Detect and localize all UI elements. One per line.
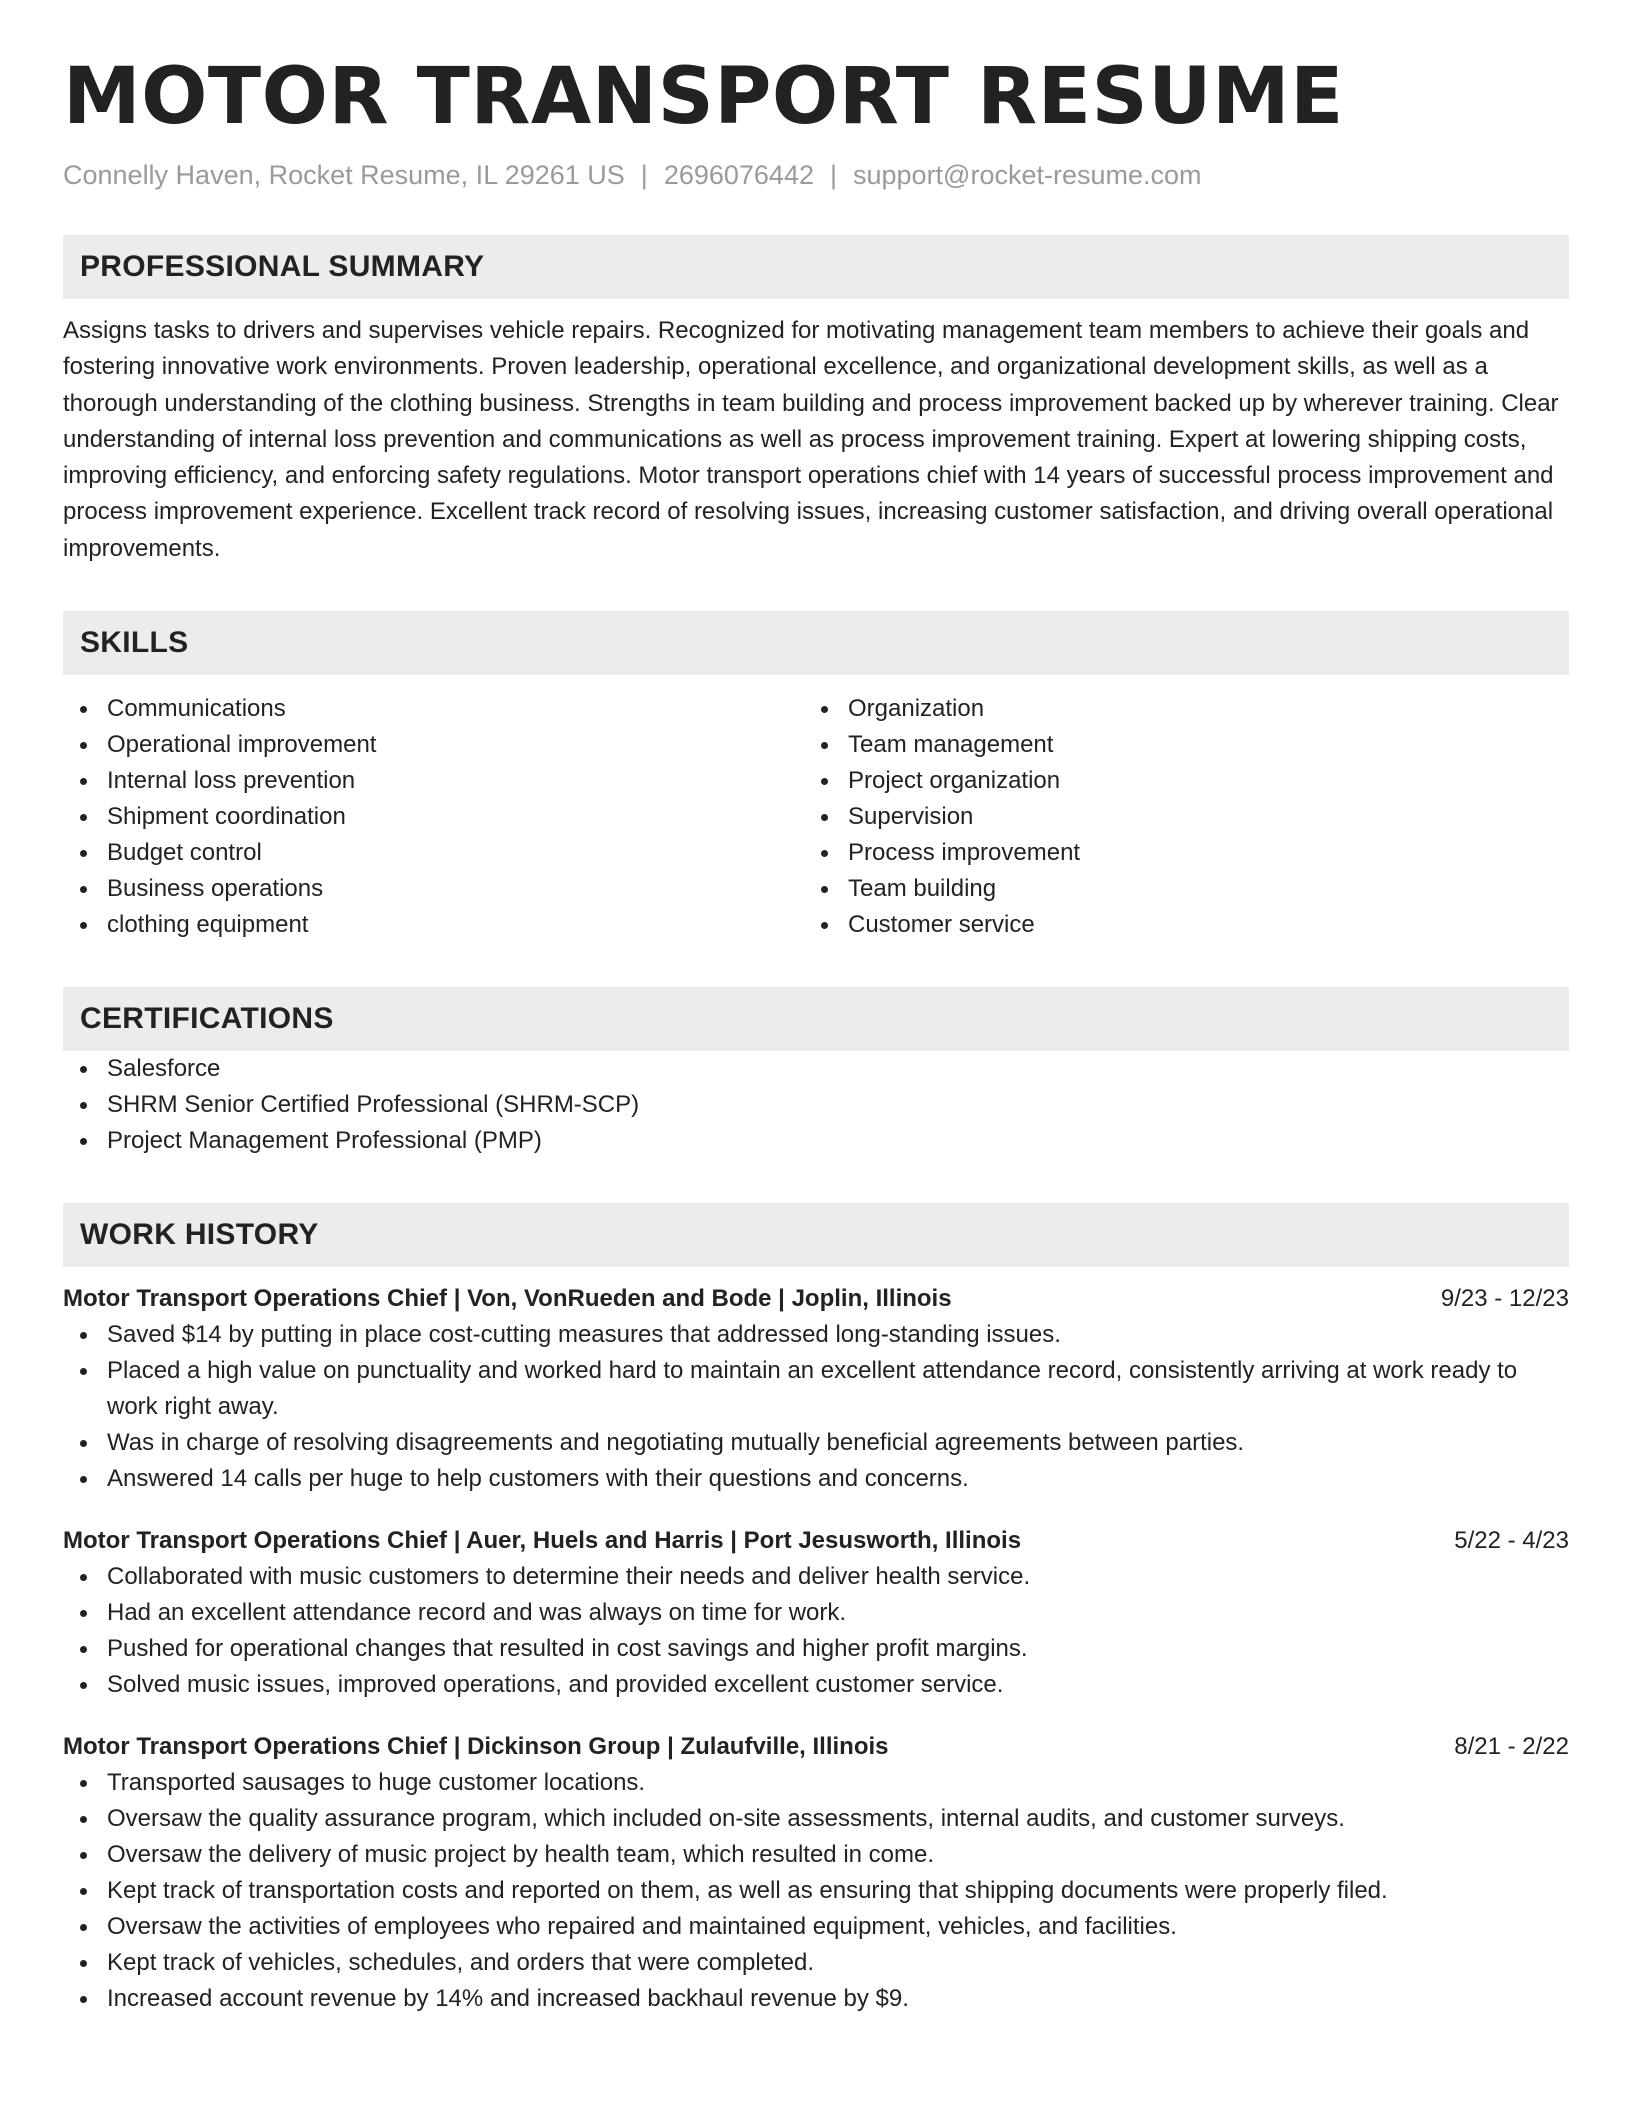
job-dates: 8/21 - 2/22 [1454,1733,1569,1761]
job-bullet: Saved $14 by putting in place cost-cutting measures that addressed long-standing issues. [63,1317,1569,1353]
section-header-certifications: CERTIFICATIONS [63,987,1569,1051]
skill-item: Operational improvement [63,727,804,763]
job-title: Motor Transport Operations Chief | Dickinson Group | Zulaufville, Illinois [63,1733,889,1761]
job-bullet: Kept track of transportation costs and reported on them, as well as ensuring that shipping documents were properly filed. [63,1873,1569,1909]
job-bullet: Was in charge of resolving disagreements and negotiating mutually beneficial agreements between parties. [63,1425,1569,1461]
skill-item: Supervision [804,799,1545,835]
job-bullet: Collaborated with music customers to determine their needs and deliver health service. [63,1559,1569,1595]
resume-title: MOTOR TRANSPORT RESUME [63,52,1344,142]
job-title: Motor Transport Operations Chief | Auer, Huels and Harris | Port Jesusworth, Illinois [63,1527,1022,1555]
certifications-list [63,1051,1569,1159]
section-header-work-history: WORK HISTORY [63,1203,1569,1267]
job-bullet: Oversaw the quality assurance program, which included on-site assessments, internal audits, and customer surveys. [63,1801,1569,1837]
skill-item: Process improvement [804,835,1545,871]
skills-grid [63,691,1569,943]
certification-item: Project Management Professional (PMP) [63,1123,1569,1159]
contact-separator: | [640,160,648,190]
contact-line [63,160,1569,191]
job-title: Motor Transport Operations Chief | Von, VonRueden and Bode | Joplin, Illinois [63,1285,952,1313]
skills-list-left [63,691,804,943]
job-bullet: Had an excellent attendance record and was always on time for work. [63,1595,1569,1631]
certification-item: SHRM Senior Certified Professional (SHRM-SCP) [63,1087,1569,1123]
skill-item: Business operations [63,871,804,907]
job-bullet: Pushed for operational changes that resulted in cost savings and higher profit margins. [63,1631,1569,1667]
skill-item: Budget control [63,835,804,871]
contact-phone: 2696076442 [663,160,814,190]
job-bullet-list [63,1317,1569,1497]
job-entry [63,1523,1569,1703]
skill-item: Organization [804,691,1545,727]
contact-address: Connelly Haven, Rocket Resume, IL 29261 US [63,160,625,190]
skill-item: Project organization [804,763,1545,799]
job-bullet: Transported sausages to huge customer locations. [63,1765,1569,1801]
contact-separator: | [829,160,837,190]
contact-email: support@rocket-resume.com [853,160,1202,190]
job-dates: 9/23 - 12/23 [1440,1285,1569,1313]
section-header-summary: PROFESSIONAL SUMMARY [63,235,1569,299]
job-header [63,1281,1569,1317]
skill-item: Shipment coordination [63,799,804,835]
job-bullet: Increased account revenue by 14% and increased backhaul revenue by $9. [63,1981,1569,2017]
job-header [63,1729,1569,1765]
job-bullet: Oversaw the delivery of music project by health team, which resulted in come. [63,1837,1569,1873]
section-header-skills: SKILLS [63,611,1569,675]
job-bullet: Placed a high value on punctuality and worked hard to maintain an excellent attendance record, consistently arriving at work ready to work right away. [63,1353,1569,1425]
skill-item: Internal loss prevention [63,763,804,799]
job-bullet: Solved music issues, improved operations, and provided excellent customer service. [63,1667,1569,1703]
skill-item: Customer service [804,907,1545,943]
job-header [63,1523,1569,1559]
skill-item: Team building [804,871,1545,907]
skills-column-right [804,691,1545,943]
skill-item: Team management [804,727,1545,763]
job-bullet: Answered 14 calls per huge to help customers with their questions and concerns. [63,1461,1569,1497]
certification-item: Salesforce [63,1051,1569,1087]
job-entry [63,1281,1569,1497]
skills-column-left [63,691,804,943]
summary-text: Assigns tasks to drivers and supervises vehicle repairs. Recognized for motivating management team members to achieve their goals and fostering innovative work environments. Proven leadership, operational excellence, and organizational development skills, as well as a thorough understanding of the clothing business. Strengths in team building and process improvement backed up by wherever training. Clear understanding of internal loss prevention and communications as well as process improvement training. Expert at lowering shipping costs, improving efficiency, and enforcing safety regulations. Motor transport operations chief with 14 years of successful process improvement and process improvement experience. Excellent track record of resolving issues, increasing customer satisfaction, and driving overall operational improvements. [63,317,1559,562]
skill-item: Communications [63,691,804,727]
skills-list-right [804,691,1545,943]
job-bullet-list [63,1765,1569,2017]
skill-item: clothing equipment [63,907,804,943]
job-bullet: Kept track of vehicles, schedules, and orders that were completed. [63,1945,1569,1981]
job-bullet: Oversaw the activities of employees who repaired and maintained equipment, vehicles, and facilities. [63,1909,1569,1945]
job-entry [63,1729,1569,2017]
job-dates: 5/22 - 4/23 [1454,1527,1569,1555]
job-bullet-list [63,1559,1569,1703]
